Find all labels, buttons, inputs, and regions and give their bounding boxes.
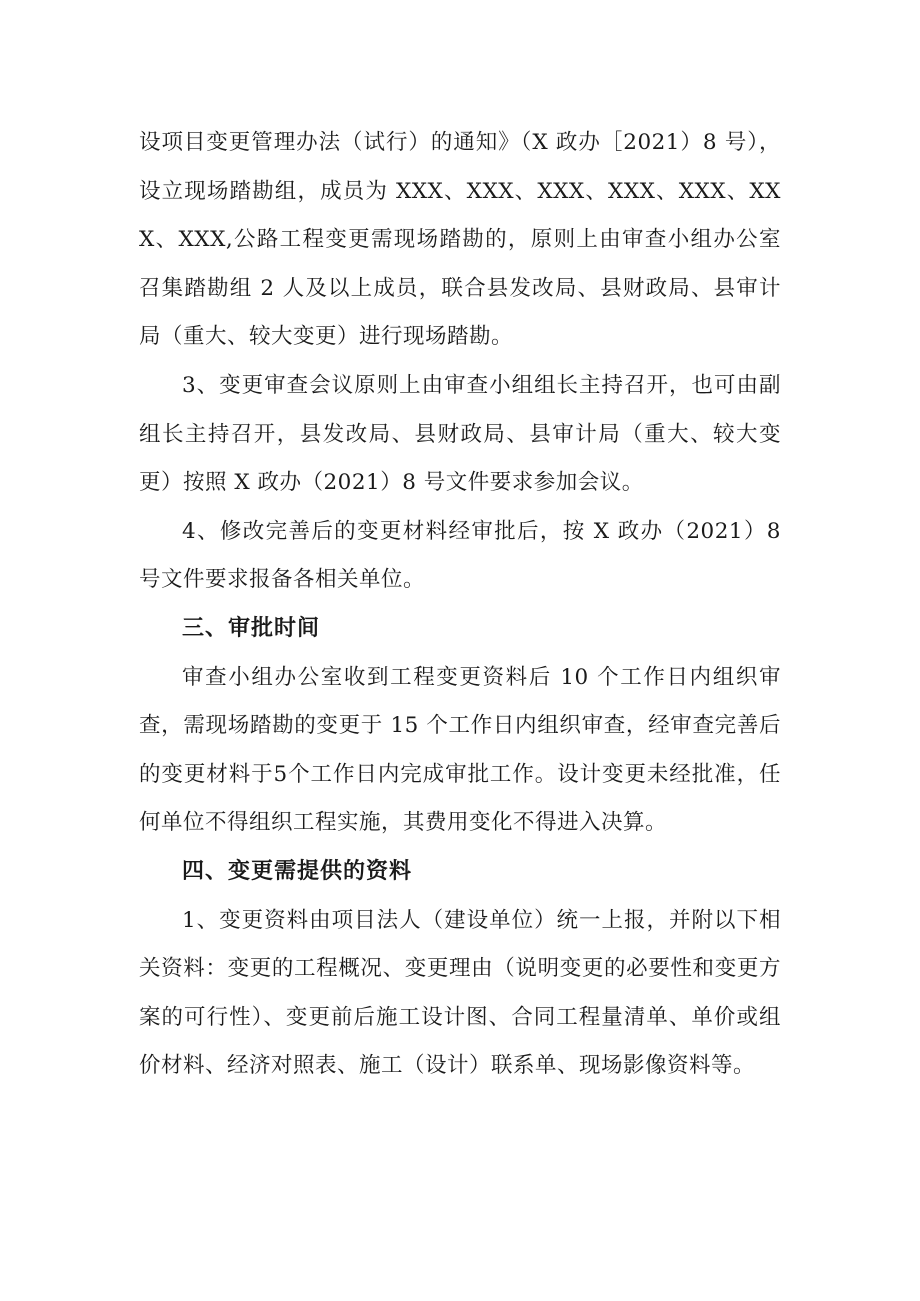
document-body: [139, 119, 781, 1091]
paragraph-review-meeting: 3、变更审查会议原则上由审查小组组长主持召开，也可由副组长主持召开，县发改局、县财政局、县审计局（重大、较大变更）按照 X 政办（2021）8 号文件要求参加会议。: [139, 372, 781, 496]
paragraph-filing: 4、修改完善后的变更材料经审批后，按 X 政办（2021）8 号文件要求报备各相关单位。: [139, 518, 781, 593]
paragraph-required-materials: 1、变更资料由项目法人（建设单位）统一上报，并附以下相关资料：变更的工程概况、变更理由（说明变更的必要性和变更方案的可行性）、变更前后施工设计图、合同工程量清单、单价或组价材料、经济对照表、施工（设计）联系单、现场影像资料等。: [139, 907, 781, 1079]
paragraph-site-survey: 设项目变更管理办法（试行）的通知》（X 政办［2021）8 号），设立现场踏勘组，成员为 XXX、XXX、XXX、XXX、XXX、XXX、XXX,公路工程变更需现场踏勘的，原则上由审查小组办公室召集踏勘组 2 人及以上成员，联合县发改局、县财政局、县审计局（重大、较大变更）进行现场踏勘。: [139, 130, 781, 350]
section-heading-required-materials: 四、变更需提供的资料: [182, 858, 413, 884]
paragraph-approval-time: 审查小组办公室收到工程变更资料后 10 个工作日内组织审查，需现场踏勘的变更于 15 个工作日内组织审查，经审查完善后的变更材料于5个工作日内完成审批工作。设计变更未经批准，任何单位不得组织工程实施，其费用变化不得进入决算。: [139, 664, 781, 836]
section-heading-approval-time: 三、审批时间: [182, 615, 321, 641]
